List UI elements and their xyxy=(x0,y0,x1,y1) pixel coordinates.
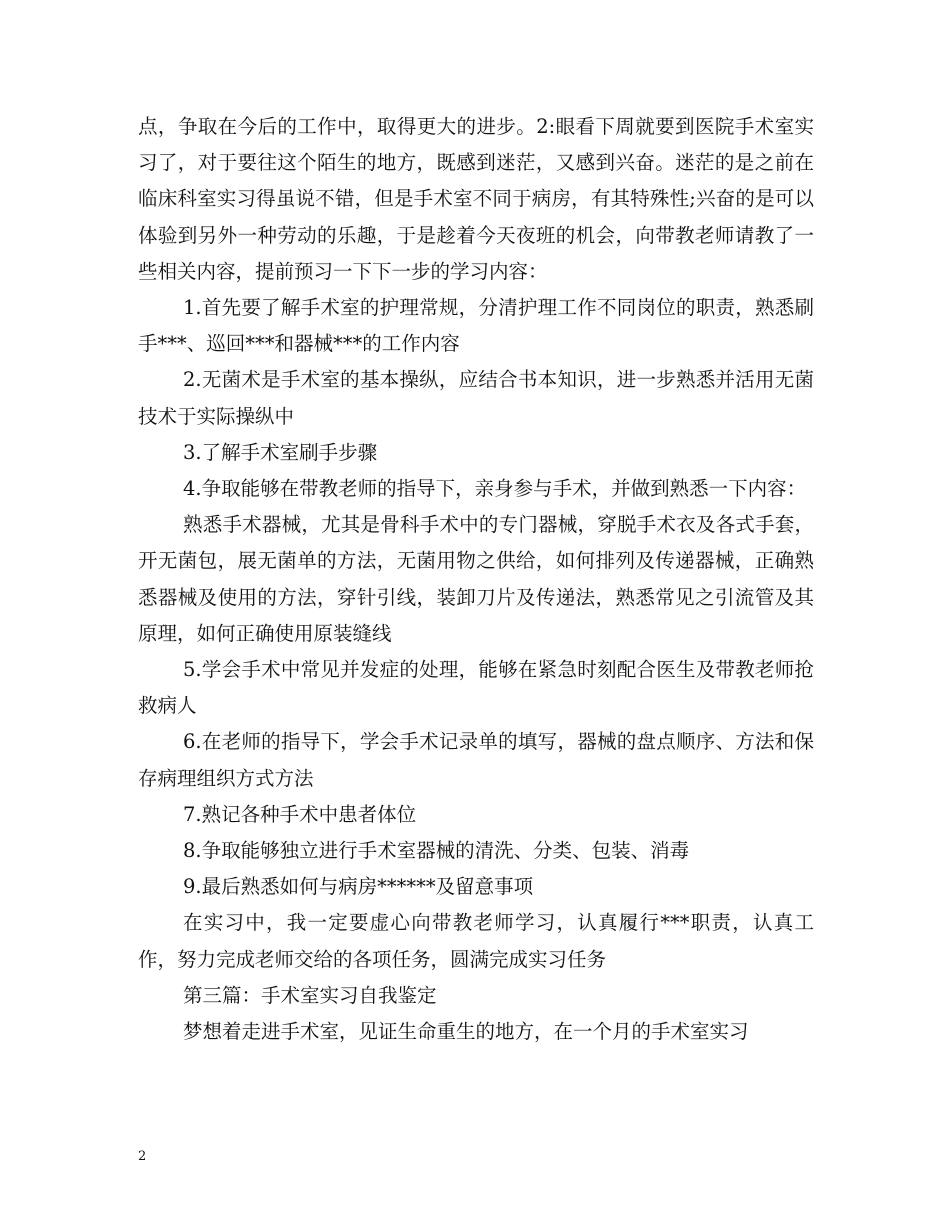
paragraph: 梦想着走进手术室，见证生命重生的地方，在一个月的手术室实习 xyxy=(183,1020,749,1044)
page-number: 2 xyxy=(138,1149,147,1164)
paragraph: 9.最后熟悉如何与病房******及留意事项 xyxy=(183,875,534,899)
paragraph: 7.熟记各种手术中患者体位 xyxy=(183,802,417,826)
paragraph: 在实习中，我一定要虚心向带教老师学习，认真履行***职责，认真工作，努力完成老师交给的各项任务，圆满完成实习任务 xyxy=(138,911,814,971)
document-body xyxy=(138,109,814,1050)
paragraph: 1.首先要了解手术室的护理常规，分清护理工作不同岗位的职责，熟悉刷手***、巡回***和器械***的工作内容 xyxy=(138,296,814,356)
paragraph: 点，争取在今后的工作中，取得更大的进步。2:眼看下周就要到医院手术室实习了，对于要往这个陌生的地方，既感到迷茫，又感到兴奋。迷茫的是之前在临床科室实习得虽说不错，但是手术室不同于病房，有其特殊性;兴奋的是可以体验到另外一种劳动的乐趣，于是趁着今天夜班的机会，向带教老师请教了一些相关内容，提前预习一下下一步的学习内容： xyxy=(138,115,814,283)
paragraph: 3.了解手术室刷手步骤 xyxy=(183,440,378,464)
paragraph: 5.学会手术中常见并发症的处理，能够在紧急时刻配合医生及带教老师抢救病人 xyxy=(138,658,814,718)
paragraph: 熟悉手术器械，尤其是骨科手术中的专门器械，穿脱手术衣及各式手套，开无菌包，展无菌单的方法，无菌用物之供给，如何排列及传递器械，正确熟悉器械及使用的方法，穿针引线，装卸刀片及传递法，熟悉常见之引流管及其原理，如何正确使用原装缝线 xyxy=(138,513,814,645)
paragraph: 第三篇：手术室实习自我鉴定 xyxy=(183,983,437,1007)
paragraph: 6.在老师的指导下，学会手术记录单的填写，器械的盘点顺序、方法和保存病理组织方式方法 xyxy=(138,730,814,790)
paragraph: 4.争取能够在带教老师的指导下，亲身参与手术，并做到熟悉一下内容： xyxy=(183,477,807,501)
paragraph: 8.争取能够独立进行手术室器械的清洗、分类、包装、消毒 xyxy=(183,839,690,863)
paragraph: 2.无菌术是手术室的基本操纵，应结合书本知识，进一步熟悉并活用无菌技术于实际操纵中 xyxy=(138,368,814,428)
